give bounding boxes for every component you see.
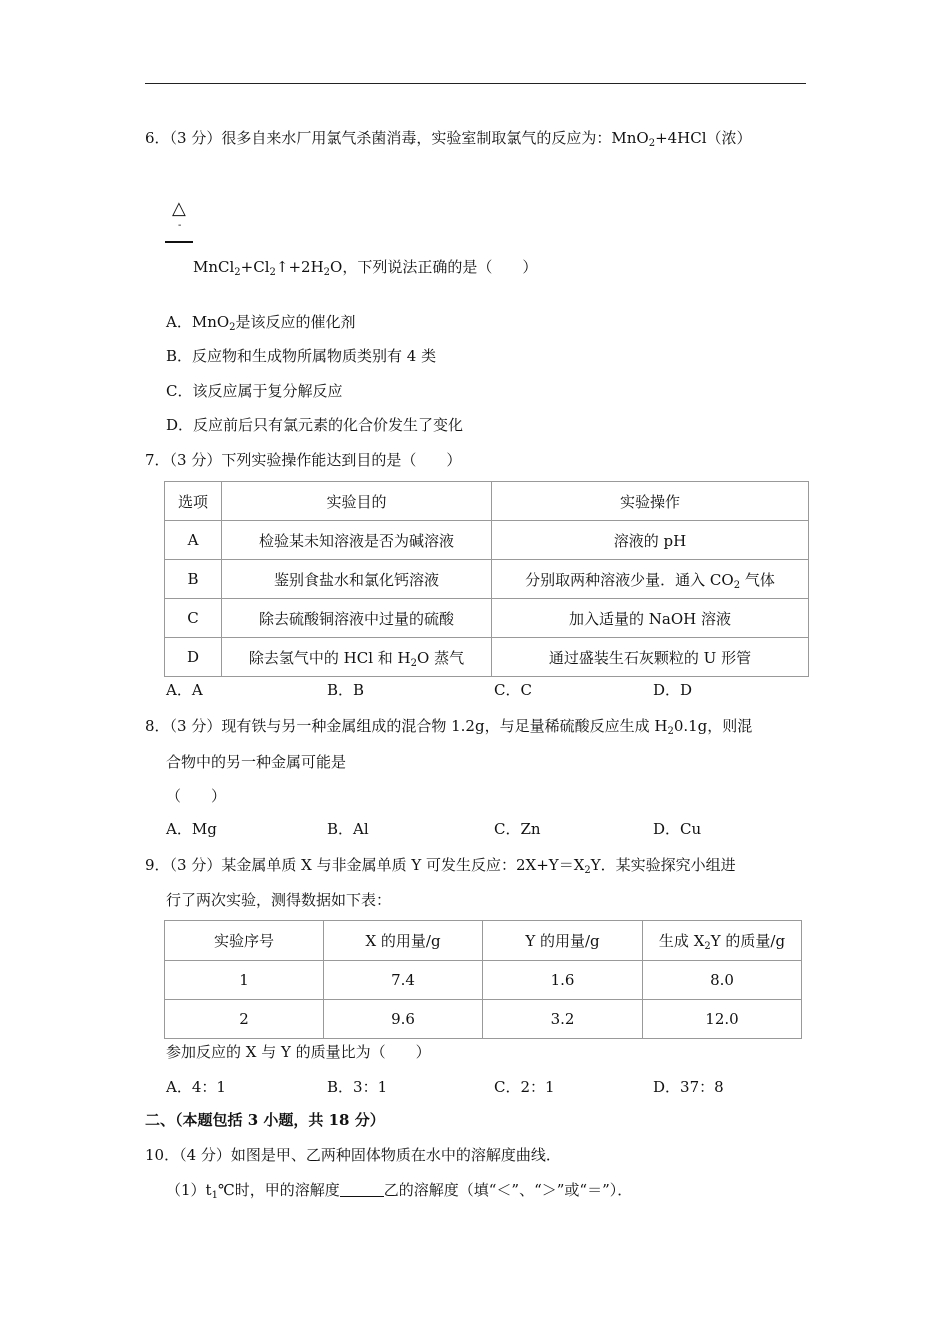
q9-answer-d[interactable]: D．37：8: [653, 1078, 724, 1096]
question-9-stem: 9．（3 分）某金属单质 X 与非金属单质 Y 可发生反应：$2X+Y=X_2Y$．某实验探究小组进: [145, 856, 736, 876]
q6-option-d[interactable]: D．反应前后只有氯元素的化合价发生了变化: [166, 416, 464, 434]
question-8-stem: 8．（3 分）现有铁与另一种金属组成的混合物 1.2g，与足量稀硫酸反应生成 $H_20.1g$，则混: [145, 717, 753, 737]
question-10-sub1: $(1)t_1℃$时，甲的溶解度 乙的溶解度（填“＜”、“＞”或“＝”）．: [166, 1181, 633, 1201]
table-cell: 检验某未知溶液是否为碱溶液: [222, 521, 492, 560]
q7-header-option: 选项: [165, 482, 222, 521]
q9-table: [164, 920, 802, 1039]
q9-header-product: 生成 $X_2Y$ 的质量/g: [643, 921, 802, 961]
table-cell: 9.6: [324, 1000, 483, 1039]
question-7-stem: 7．（3 分）下列实验操作能达到目的是（ ）: [145, 451, 462, 469]
table-cell: 鉴别食盐水和氯化钙溶液: [222, 560, 492, 599]
question-9-line2: 行了两次实验，测得数据如下表：: [166, 891, 392, 909]
q7-header-operation: 实验操作: [492, 482, 809, 521]
question-8-paren: （ ）: [166, 787, 227, 805]
table-row: [165, 560, 809, 599]
question-6-products: $MnCl_2+Cl_2↑+2H_2O$，下列说法正确的是（ ）: [193, 258, 538, 278]
table-cell: B: [165, 560, 222, 599]
q7-answers: [166, 680, 806, 700]
q9-header-trial: 实验序号: [165, 921, 324, 961]
table-cell: 2: [165, 1000, 324, 1039]
heating-condition-icon: △: [172, 198, 186, 219]
q9-answer-c[interactable]: C．2：1: [494, 1078, 555, 1096]
question-8-line2: 合物中的另一种金属可能是: [166, 753, 347, 771]
table-cell: D: [165, 638, 222, 677]
header-rule: [145, 83, 806, 84]
q9-header-y: Y 的用量/g: [483, 921, 643, 961]
q7-header-purpose: 实验目的: [222, 482, 492, 521]
condition-mark: -: [178, 220, 182, 231]
section-2-heading: 二、（本题包括 3 小题，共 18 分）: [145, 1111, 385, 1129]
answer-blank[interactable]: [340, 1182, 384, 1197]
q7-answer-a[interactable]: A．A: [166, 681, 203, 699]
question-9-after: 参加反应的 X 与 Y 的质量比为（ ）: [166, 1043, 431, 1061]
table-cell: 除去氢气中的 HCl 和 $H_2O$ 蒸气: [222, 638, 492, 677]
q8-answer-c[interactable]: C．Zn: [494, 820, 541, 838]
q9-answer-b[interactable]: B．3：1: [327, 1078, 388, 1096]
reaction-arrow-bar: [165, 241, 193, 243]
q6-option-b[interactable]: B．反应物和生成物所属物质类别有 4 类: [166, 347, 437, 365]
table-cell: 1.6: [483, 961, 643, 1000]
table-row: [165, 638, 809, 677]
table-cell: 12.0: [643, 1000, 802, 1039]
q9-header-x: X 的用量/g: [324, 921, 483, 961]
q8-answer-b[interactable]: B．Al: [327, 820, 369, 838]
table-cell: 除去硫酸铜溶液中过量的硫酸: [222, 599, 492, 638]
table-cell: A: [165, 521, 222, 560]
q8-answer-d[interactable]: D．Cu: [653, 820, 702, 838]
question-6-stem: 6．（3 分）很多自来水厂用氯气杀菌消毒，实验室制取氯气的反应为：MnO$_2$+4HCl（浓）: [145, 129, 752, 149]
table-row: [165, 521, 809, 560]
table-row: [165, 599, 809, 638]
table-cell: 溶液的 pH: [492, 521, 809, 560]
q7-answer-b[interactable]: B．B: [327, 681, 365, 699]
table-cell: 加入适量的 NaOH 溶液: [492, 599, 809, 638]
q9-answer-a[interactable]: A．4：1: [166, 1078, 226, 1096]
q7-answer-d[interactable]: D．D: [653, 681, 693, 699]
q7-answer-c[interactable]: C．C: [494, 681, 532, 699]
question-10-stem: 10．（4 分）如图是甲、乙两种固体物质在水中的溶解度曲线．: [145, 1146, 561, 1164]
table-cell: 1: [165, 961, 324, 1000]
table-cell: 7.4: [324, 961, 483, 1000]
table-cell: C: [165, 599, 222, 638]
table-row: [165, 961, 802, 1000]
q9-answers: [166, 1077, 806, 1097]
q6-option-c[interactable]: C．该反应属于复分解反应: [166, 382, 343, 400]
table-cell: 分别取两种溶液少量．通入 $CO_2$ 气体: [492, 560, 809, 599]
table-cell: 3.2: [483, 1000, 643, 1039]
q8-answers: [166, 819, 806, 839]
q7-table: [164, 481, 809, 677]
q8-answer-a[interactable]: A．Mg: [166, 820, 217, 838]
table-cell: 通过盛装生石灰颗粒的 U 形管: [492, 638, 809, 677]
q6-option-a[interactable]: A．MnO$_2$是该反应的催化剂: [166, 313, 356, 333]
table-cell: 8.0: [643, 961, 802, 1000]
table-row: [165, 1000, 802, 1039]
